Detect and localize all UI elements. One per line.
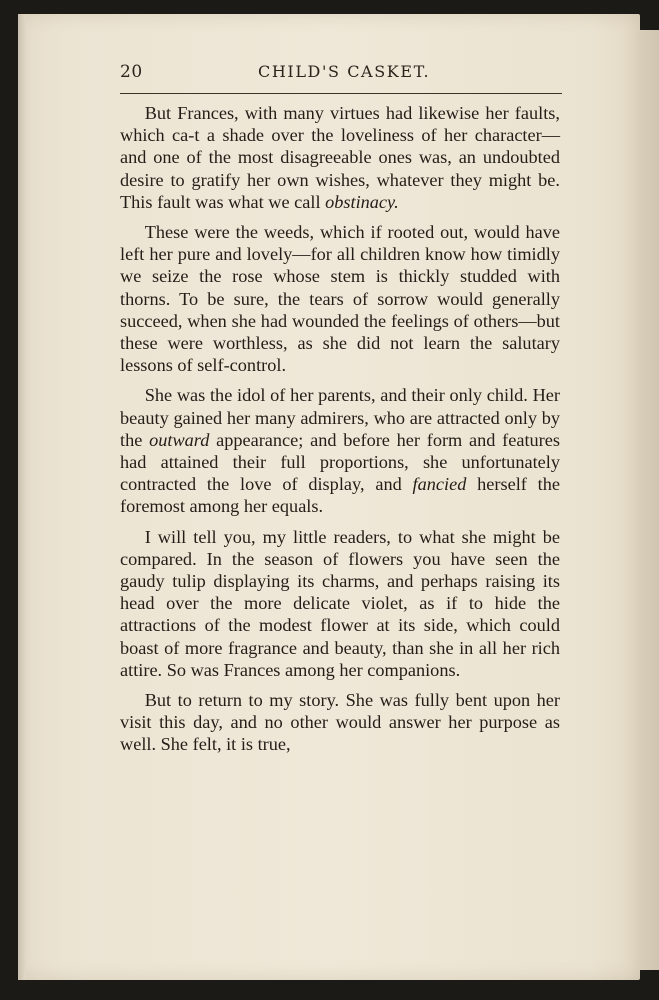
body-text	[120, 102, 560, 764]
italic-word-fancied: fancied	[412, 474, 467, 495]
text-run: But Frances, with many virtues had likewise her faults, which ca-t a shade over the loveliness of her character—and one of the most disagreeable ones was, an undoubted desire to gratify her own wishes, whatever they might be. This fault was what we call	[120, 103, 560, 212]
paragraph	[120, 102, 560, 213]
text-run: I will tell you, my little readers, to what she might be compared. In the season of flowers you have seen the gaudy tulip displaying its charms, and perhaps raising its head over the more delicate violet, as if to hide the attractions of the modest flower at its side, which could boast of more fragrance and beauty, than she in all her rich attire. So was Frances among her companions.	[120, 526, 560, 680]
text-run: She was the idol of her parents, and their only child. Her beauty gained her many admirers, who are attracted only by the	[120, 385, 560, 450]
paragraph	[120, 221, 560, 376]
text-run: But to return to my story. She was fully bent upon her visit this day, and no other would answer her purpose as well. She felt, it is true,	[120, 690, 560, 755]
text-run: These were the weeds, which if rooted out, would have left her pure and lovely—for all children know how timidly we seize the rose whose stem is thickly studded with thorns. To be sure, the tears of sorrow would generally succeed, when she had wounded the feelings of others—but these were worthless, as she did not learn the salutary lessons of self-control.	[120, 222, 560, 376]
page-number: 20	[120, 62, 143, 82]
paragraph	[120, 526, 560, 681]
italic-word-outward: outward	[149, 429, 210, 450]
text-run: appearance; and before her form and features had attained their full proportions, she unfortunately contracted the love of display, and	[120, 429, 560, 495]
header-rule	[120, 93, 562, 94]
running-title: CHILD'S CASKET.	[258, 62, 431, 81]
paragraph	[120, 384, 560, 517]
page-gutter	[18, 14, 26, 980]
text-run: herself the foremost among her equals.	[120, 474, 561, 517]
adjacent-page-edge	[637, 30, 659, 970]
page-header	[120, 62, 560, 88]
italic-word-obstinacy: obstinacy.	[325, 191, 399, 212]
paragraph	[120, 689, 560, 756]
